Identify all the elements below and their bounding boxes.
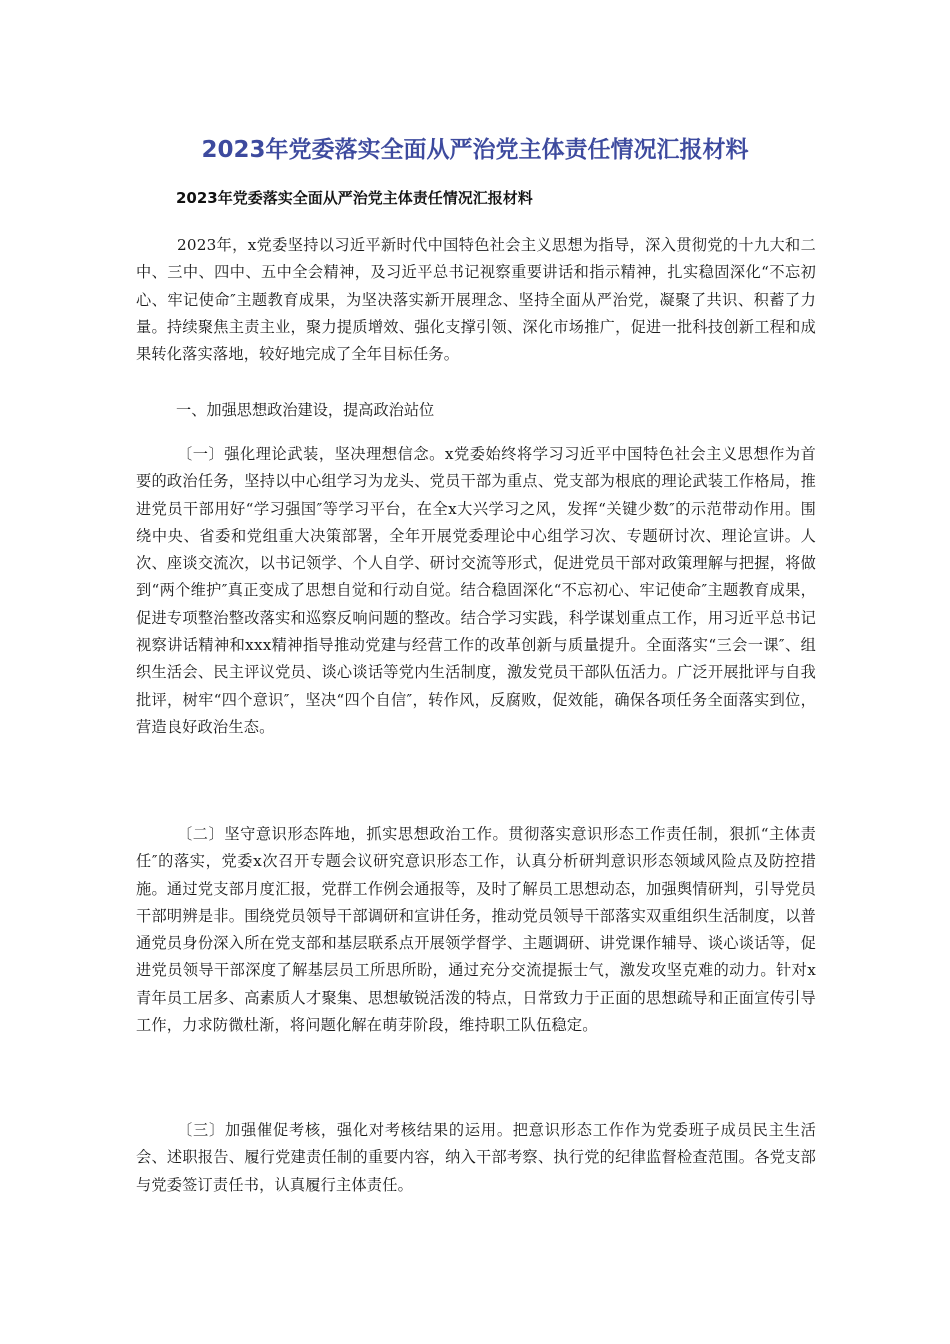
document-title: 2023年党委落实全面从严治党主体责任情况汇报材料: [201, 137, 749, 163]
paragraph-1: 〔一〕强化理论武装，坚决理想信念。x党委始终将学习习近平中国特色社会主义思想作为首要的政治任务，坚持以中心组学习为龙头、党员干部为重点、党支部为根底的理论武装工作格局，推进党员干部用好“学习强国″等学习平台，在全x大兴学习之风，发挥“关键少数″的示范带动作用。围绕中央、省委和党组重大决策部署，全年开展党委理论中心组学习次、专题研讨次、理论宣讲。人次、座谈交流次，以书记领学、个人自学、研讨交流等形式，促进党员干部对政策理解与把握，将做到“两个维护″真正变成了思想自觉和行动自觉。结合稳固深化“不忘初心、牢记使命″主题教育成果，促进专项整治整改落实和巡察反响问题的整改。结合学习实践，科学谋划重点工作，用习近平总书记视察讲话精神和xxx精神指导推动党建与经营工作的改革创新与质量提升。全面落实“三会一课″、组织生活会、民主评议党员、谈心谈话等党内生活制度，激发党员干部队伍活力。广泛开展批评与自我批评，树牢“四个意识″，坚决“四个自信″，转作风，反腐败，促效能，确保各项任务全面落实到位，营造良好政治生态。: [136, 445, 816, 736]
section-heading-1: 一、加强思想政治建设，提高政治站位: [176, 401, 435, 419]
paragraph-2: 〔二〕坚守意识形态阵地，抓实思想政治工作。贯彻落实意识形态工作责任制，狠抓“主体责任″的落实，党委x次召开专题会议研究意识形态工作，认真分析研判意识形态领域风险点及防控措施。通过党支部月度汇报，党群工作例会通报等，及时了解员工思想动态，加强舆情研判，引导党员干部明辨是非。围绕党员领导干部调研和宣讲任务，推动党员领导干部落实双重组织生活制度，以普通党员身份深入所在党支部和基层联系点开展领学督学、主题调研、讲党课作辅导、谈心谈话等，促进党员领导干部深度了解基层员工所思所盼，通过充分交流提振士气，激发攻坚克难的动力。针对x青年员工居多、高素质人才聚集、思想敏锐活泼的特点，日常致力于正面的思想疏导和正面宣传引导工作，力求防微杜渐，将问题化解在萌芽阶段，维持职工队伍稳定。: [136, 825, 816, 1035]
intro-paragraph: 2023年，x党委坚持以习近平新时代中国特色社会主义思想为指导，深入贯彻党的十九大和二中、三中、四中、五中全会精神，及习近平总书记视察重要讲话和指示精神，扎实稳固深化“不忘初心、牢记使命″主题教育成果，为坚决落实新开展理念、坚持全面从严治党，凝聚了共识、积蓄了力量。持续聚焦主责主业，聚力提质增效、强化支撑引领、深化市场推广，促进一批科技创新工程和成果转化落实落地，较好地完成了全年目标任务。: [136, 236, 816, 364]
paragraph-3: 〔三〕加强催促考核，强化对考核结果的运用。把意识形态工作作为党委班子成员民主生活会、述职报告、履行党建责任制的重要内容，纳入干部考察、执行党的纪律监督检查范围。各党支部与党委签订责任书，认真履行主体责任。: [136, 1121, 816, 1194]
document-subtitle: 2023年党委落实全面从严治党主体责任情况汇报材料: [176, 189, 533, 207]
